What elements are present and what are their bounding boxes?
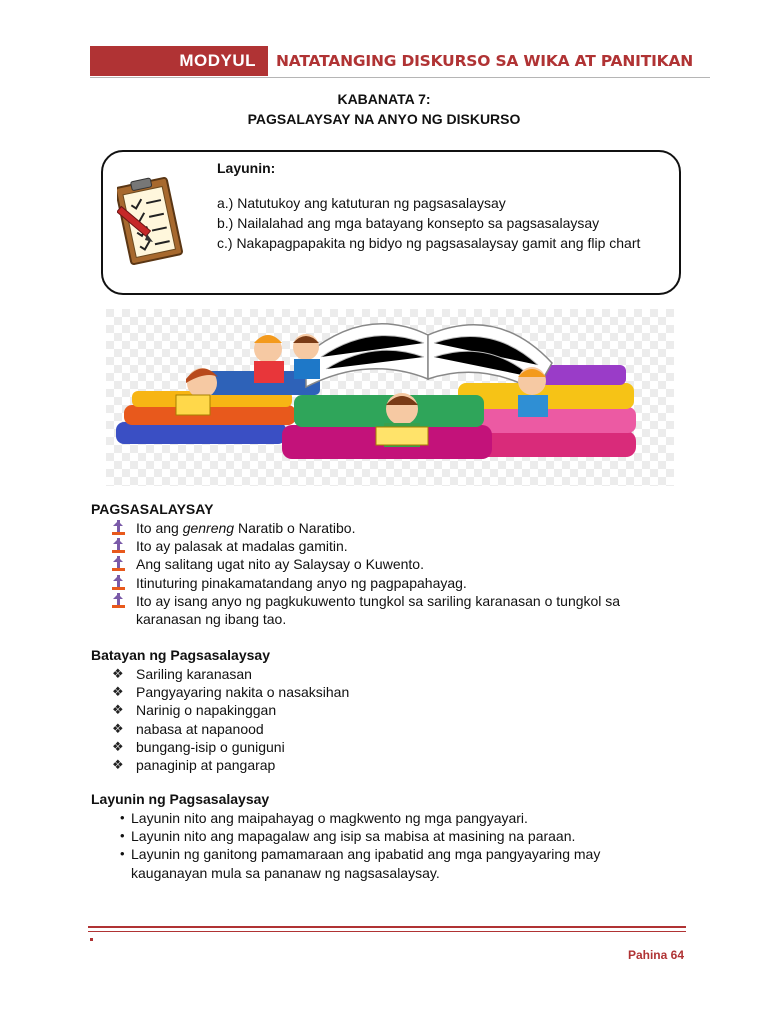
objectives-title: Layunin: <box>217 160 276 176</box>
objectives-list <box>217 193 640 253</box>
dot-bullet-icon: • <box>120 810 125 825</box>
footer-divider-thin <box>88 931 686 932</box>
section-heading: Batayan ng Pagsasalaysay <box>91 647 270 663</box>
list-item-text: Layunin nito ang mapagalaw ang isip sa mabisa at masining na paraan. <box>131 828 576 845</box>
arrow-bullet-icon <box>111 520 125 536</box>
list-item-text-continued: kauganayan mula sa pananaw ng nagsasalaysay. <box>131 864 440 881</box>
list-item <box>91 827 600 845</box>
diamond-bullet-icon: ❖ <box>112 757 124 773</box>
italic-term: genreng <box>182 520 235 536</box>
arrow-bullet-icon <box>111 538 125 554</box>
list-item <box>91 756 349 774</box>
page-number: Pahina 64 <box>627 948 684 962</box>
list-item <box>91 701 349 719</box>
list-item-text: Pangyayaring nakita o nasaksihan <box>136 684 350 701</box>
list-item-text: Narinig o napakinggan <box>136 702 277 719</box>
objective-item: c.) Nakapagpapakita ng bidyo ng pagsasalaysay gamit ang flip chart <box>217 235 641 251</box>
list-item <box>91 683 349 701</box>
list-item-text: Ang salitang ugat nito ay Salaysay o Kuwento. <box>136 556 424 573</box>
batayan-list <box>91 665 349 774</box>
module-title: NATATANGING DISKURSO SA WIKA AT PANITIKAN <box>276 52 694 70</box>
list-item-text: Itinuturing pinakamatandang anyo ng pagpapahayag. <box>136 574 467 591</box>
list-item <box>91 738 349 756</box>
layunin-section <box>91 791 600 882</box>
batayan-section <box>91 647 349 774</box>
list-item <box>91 665 349 683</box>
diamond-bullet-icon: ❖ <box>112 702 124 718</box>
dot-bullet-icon: • <box>120 846 125 862</box>
list-item <box>91 592 620 628</box>
pagsasalaysay-section <box>91 501 620 628</box>
diamond-bullet-icon: ❖ <box>112 684 124 700</box>
arrow-bullet-icon <box>111 556 125 572</box>
list-item <box>91 555 620 573</box>
list-item-text: Ito ay palasak at madalas gamitin. <box>136 538 348 555</box>
list-item <box>91 845 600 881</box>
pagsasalaysay-list <box>91 519 620 628</box>
arrow-bullet-icon <box>111 593 125 609</box>
diamond-bullet-icon: ❖ <box>112 666 124 681</box>
list-item <box>91 519 620 537</box>
diamond-bullet-icon: ❖ <box>112 738 124 754</box>
diamond-bullet-icon: ❖ <box>112 720 124 736</box>
footer-dot <box>90 938 93 941</box>
list-item-text: Sariling karanasan <box>136 666 252 682</box>
text-run: Naratib o Naratibo. <box>234 520 356 536</box>
list-item-text: nabasa at napanood <box>136 720 264 737</box>
objectives-box <box>101 150 681 295</box>
footer-divider <box>88 926 686 928</box>
module-tab: MODYUL <box>90 46 268 76</box>
list-item-text: bungang-isip o guniguni <box>136 738 285 755</box>
arrow-bullet-icon <box>111 575 125 591</box>
chapter-title: PAGSALAYSAY NA ANYO NG DISKURSO <box>247 111 521 127</box>
list-item-text: panaginip at pangarap <box>136 757 276 774</box>
dot-bullet-icon: • <box>120 828 125 844</box>
section-heading: Layunin ng Pagsasalaysay <box>91 791 270 807</box>
clipboard-icon <box>117 174 189 266</box>
list-item-text-continued: karanasan ng ibang tao. <box>136 611 287 628</box>
list-item <box>91 809 600 827</box>
objective-item: b.) Nailalahad ang mga batayang konsepto sa pagsasalaysay <box>217 215 600 231</box>
header-divider <box>90 77 710 78</box>
chapter-number: KABANATA 7: <box>337 91 431 107</box>
list-item-text: Layunin nito ang maipahayag o magkwento ng mga pangyayari. <box>131 810 528 826</box>
text-run: Ito ang <box>136 520 183 536</box>
layunin-list <box>91 809 600 882</box>
list-item <box>91 574 620 592</box>
list-item-text: Layunin ng ganitong pamamaraan ang ipabatid ang mga pangyayaring may <box>131 846 601 863</box>
list-item <box>91 720 349 738</box>
objective-item: a.) Natutukoy ang katuturan ng pagsasalaysay <box>217 195 506 211</box>
section-heading: PAGSASALAYSAY <box>91 501 214 517</box>
list-item-text: Ito ay isang anyo ng pagkukuwento tungkol sa sariling karanasan o tungkol sa <box>136 592 621 609</box>
children-reading-books-illustration <box>106 309 674 486</box>
list-item <box>91 537 620 555</box>
module-header <box>90 46 710 78</box>
